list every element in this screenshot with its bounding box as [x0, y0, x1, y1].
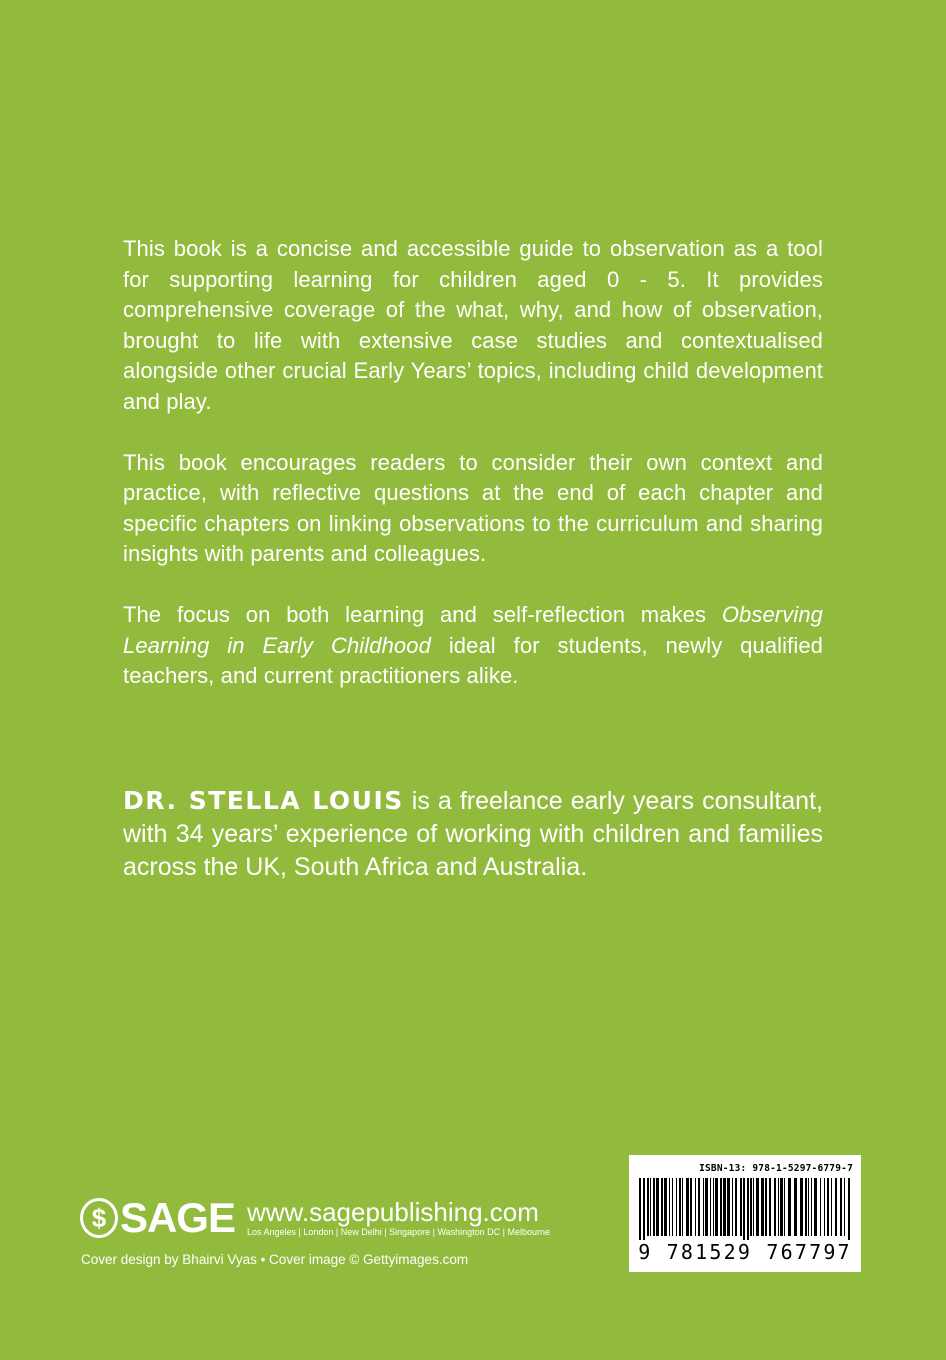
barcode-bar [831, 1178, 832, 1236]
barcode-bar [698, 1178, 700, 1236]
barcode-bar [710, 1178, 711, 1236]
publisher-cities: Los Angeles | London | New Delhi | Singapore | Washington DC | Melbourne [246, 1227, 550, 1237]
sage-logo-text: SAGE [119, 1194, 235, 1241]
barcode-bar [656, 1178, 659, 1236]
blurb-paragraph-1: This book is a concise and accessible guide to observation as a tool for supporting learning for children aged 0 - 5. It provides comprehensive coverage of the what, why, and how of observation, brought to life with extensive case studies and contextualised alongside other crucial Early Years’ topics, including child development and play. [123, 236, 823, 414]
barcode-bar [844, 1178, 845, 1236]
barcode-bar [824, 1178, 825, 1236]
barcode-bar [811, 1178, 812, 1236]
barcode-bar [794, 1178, 797, 1236]
barcode-bars [637, 1178, 853, 1240]
barcode-bar [761, 1178, 764, 1236]
barcode-bar [840, 1178, 842, 1236]
barcode-bar [750, 1178, 752, 1236]
barcode-bar [672, 1178, 673, 1236]
barcode-bar [679, 1178, 681, 1236]
barcode-bar [800, 1178, 803, 1236]
barcode-bar [661, 1178, 663, 1236]
cover-credit: Cover design by Bhairvi Vyas • Cover image © Gettyimages.com [81, 1252, 469, 1267]
barcode-bar [765, 1178, 767, 1236]
barcode-bar [703, 1178, 704, 1236]
barcode-digits: 9 781529 767797 [638, 1240, 852, 1264]
publisher-website[interactable]: www.sagepublishing.com [246, 1197, 539, 1227]
barcode-bar [778, 1178, 779, 1236]
publisher-block [80, 1193, 550, 1243]
barcode-bar [723, 1178, 726, 1236]
sage-logo-icon: $ [80, 1198, 118, 1238]
barcode-bar [686, 1178, 689, 1236]
barcode-bar [682, 1178, 683, 1236]
blurb-p3-before: The focus on both learning and self-reflection makes [123, 601, 722, 627]
barcode-bar [788, 1178, 791, 1236]
barcode-bar [835, 1178, 837, 1236]
author-name: DR. STELLA LOUIS [123, 786, 404, 815]
barcode-bar [784, 1178, 785, 1236]
barcode-bar [756, 1178, 759, 1236]
barcode-bar [805, 1178, 807, 1236]
barcode-bar [647, 1178, 649, 1236]
barcode-bar [664, 1178, 667, 1236]
barcode-bar [705, 1178, 708, 1236]
author-bio [123, 784, 823, 884]
barcode-bar [814, 1178, 817, 1236]
barcode-bar [727, 1178, 730, 1236]
barcode-bar [808, 1178, 809, 1236]
barcode-bar [669, 1178, 670, 1236]
barcode-bar [695, 1178, 696, 1236]
isbn-label: ISBN-13: 978-1-5297-6779-7 [699, 1163, 853, 1174]
barcode-bar [848, 1178, 850, 1240]
blurb-paragraph-3 [123, 600, 823, 692]
barcode-box [629, 1155, 861, 1272]
blurb-paragraph-2: This book encourages readers to consider their own context and practice, with reflective questions at the end of each chapter and specific chapters on linking observations to the curriculum and sharing insights with parents and colleagues. [123, 449, 823, 567]
barcode-bar [747, 1178, 749, 1240]
barcode-bar [735, 1178, 737, 1236]
barcode-bar [690, 1178, 692, 1236]
barcode-bar [743, 1178, 745, 1240]
barcode-bar [820, 1178, 821, 1236]
barcode-bar [639, 1178, 641, 1240]
barcode-bar [732, 1178, 733, 1236]
barcode-bar [780, 1178, 783, 1236]
barcode-bar [650, 1178, 651, 1236]
barcode-bar [676, 1178, 677, 1236]
blurb [123, 234, 823, 722]
barcode-bar [753, 1178, 754, 1236]
barcode-bar [774, 1178, 776, 1236]
barcode-bar [713, 1178, 714, 1236]
author-bio-text: is a freelance early years consultant, with 34 years’ experience of working with children and families across the UK, South Africa and Australia. [123, 787, 823, 881]
barcode-bar [827, 1178, 829, 1236]
barcode-bar [653, 1178, 655, 1236]
barcode-bar [769, 1178, 771, 1236]
book-title: Observing Learning in Early Childhood [123, 601, 823, 658]
publisher-info [247, 1198, 550, 1238]
barcode-bar [720, 1178, 722, 1236]
blurb-p3-after: ideal for students, newly qualified teachers, and current practitioners alike. [123, 632, 824, 689]
barcode-bar [715, 1178, 718, 1236]
barcode-bar [740, 1178, 742, 1236]
barcode-bar [643, 1178, 645, 1240]
